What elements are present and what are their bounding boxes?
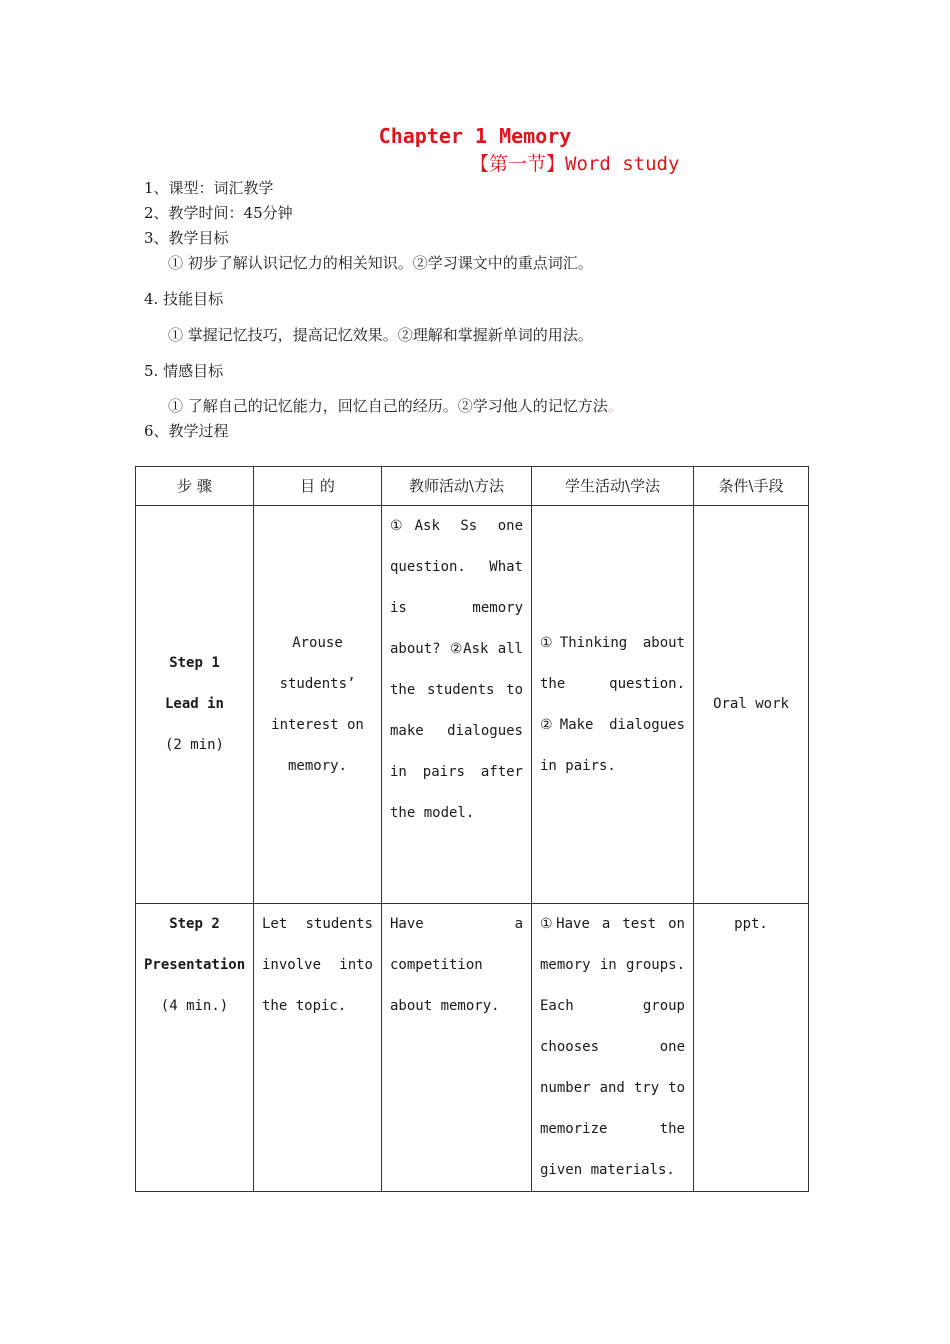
header-step: 步 骤 bbox=[136, 467, 254, 506]
document-title: Chapter 1 Memory bbox=[378, 124, 572, 148]
step-name: Step 1 bbox=[169, 655, 220, 671]
header-student-activity: 学生活动\学法 bbox=[532, 467, 694, 506]
table-row bbox=[136, 904, 809, 1192]
step-cell bbox=[136, 506, 254, 904]
step-title: Lead in bbox=[164, 696, 224, 712]
teacher-activity-cell: ①Ask Ss one question. What is memory about? ②Ask all the students to make dialogues in pairs after the model. bbox=[382, 506, 532, 904]
lesson-type-line: 1、课型：词汇教学 bbox=[144, 179, 274, 197]
emotion-goal-text: ① 了解自己的记忆能力，回忆自己的经历。②学习他人的记忆方法 bbox=[168, 397, 608, 415]
header-teacher-activity: 教师活动\方法 bbox=[382, 467, 532, 506]
step-time: (4 min.) bbox=[160, 998, 229, 1014]
student-activity-cell: ①Have a test on memory in groups. Each group chooses one number and try to memorize the given materials. bbox=[532, 904, 694, 1192]
step-cell bbox=[136, 904, 254, 1192]
header-means: 条件\手段 bbox=[694, 467, 809, 506]
step-title: Presentation bbox=[144, 957, 246, 973]
step-time: (2 min) bbox=[164, 737, 224, 753]
student-activity-cell: ①Thinking about the question. ②Make dialogues in pairs. bbox=[532, 506, 694, 904]
skill-goal-heading: 4. 技能目标 bbox=[144, 290, 224, 308]
means-cell: Oral work bbox=[694, 506, 809, 904]
purpose-cell: Let students involve into the topic. bbox=[254, 904, 382, 1192]
teacher-activity-cell: Have a competition about memory. bbox=[382, 904, 532, 1192]
header-purpose: 目 的 bbox=[254, 467, 382, 506]
teaching-process-table bbox=[135, 466, 809, 1192]
teaching-goal-heading: 3、教学目标 bbox=[144, 229, 229, 247]
means-cell: ppt. bbox=[694, 904, 809, 1192]
table-row bbox=[136, 506, 809, 904]
skill-goal-text: ① 掌握记忆技巧，提高记忆效果。②理解和掌握新单词的用法。 bbox=[168, 326, 593, 344]
lesson-time-line: 2、教学时间：45分钟 bbox=[144, 204, 293, 222]
step-name: Step 2 bbox=[169, 916, 220, 932]
teaching-goal-text: ① 初步了解认识记忆力的相关知识。②学习课文中的重点词汇。 bbox=[168, 254, 593, 272]
emotion-goal-heading: 5. 情感目标 bbox=[144, 362, 224, 380]
table-header-row bbox=[136, 467, 809, 506]
purpose-cell: Arouse students’ interest on memory. bbox=[254, 506, 382, 904]
emotion-goal-text-wrap bbox=[168, 395, 623, 416]
process-heading: 6、教学过程 bbox=[144, 422, 229, 440]
document-subtitle: 【第一节】Word study bbox=[470, 153, 680, 175]
emotion-goal-period: 。 bbox=[607, 397, 623, 415]
